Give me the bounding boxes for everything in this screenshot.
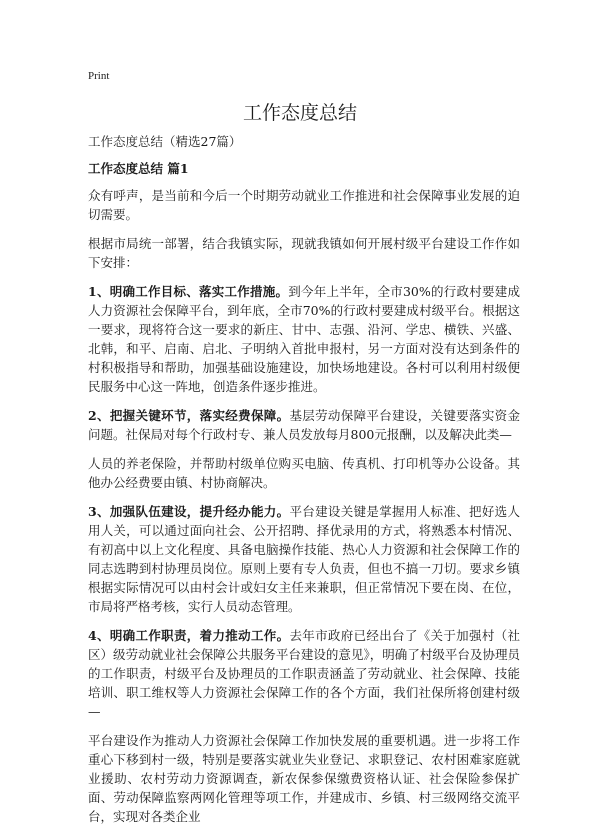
paragraph <box>88 626 520 721</box>
paragraph-text: 众有呼声，是当前和今后一个时期劳动就业工作推进和社会保障事业发展的迫切需要。 <box>88 188 520 222</box>
paragraph <box>88 454 520 492</box>
paragraph <box>88 186 520 224</box>
paragraph-text: 平台建设关键是掌握用人标准、把好选人用人关，可以通过面向社会、公开招聘、择优录用的方式，将熟悉本村情况、有初高中以上文化程度、具备电脑操作技能、热心人力资源和社会保障工作的同志选聘到村协理员岗位。原则上要有专人负责，但也不搞一刀切。要求乡镇根据实际情况可以由村会计或妇女主任来兼职，但正常情况下要在岗、在位，市局将严格考核，实行人员动态管理。 <box>88 504 520 614</box>
paragraph <box>88 406 520 444</box>
paragraph <box>88 731 520 826</box>
paragraph-text: 到今年上半年，全市30%的行政村要建成人力资源社会保障平台，到年底，全市70%的行政村要建成村级平台。根据这一要求，现将符合这一要求的新庄、甘中、志强、沿河、学忠、横铁、兴盛、北韩，和平、启南、启北、子明纳入首批申报村，另一方面对没有达到条件的村积极指导和帮助，加强基础设施建设，加快场地建设。各村可以利用村级便民服务中心这一阵地，创造条件逐步推进。 <box>88 284 520 394</box>
paragraph-lead: 1、明确工作目标、落实工作措施。 <box>88 284 289 299</box>
paragraph-text: 根据市局统一部署，结合我镇实际，现就我镇如何开展村级平台建设工作作如下安排： <box>88 236 520 270</box>
paragraph-text: 去年市政府已经出台了《关于加强村（社区）级劳动就业社会保障公共服务平台建设的意见》，明确了村级平台及协理员的工作职责，村级平台及协理员的工作职责涵盖了劳动就业、社会保障、技能培训、职工维权等人力资源社会保障工作的各个方面，我们社保所将创建村级— <box>88 628 520 719</box>
paragraph <box>88 502 520 616</box>
document-subtitle: 工作态度总结（精选27篇） <box>88 134 242 149</box>
paragraph <box>88 234 520 272</box>
page-title: 工作态度总结 <box>242 102 357 124</box>
paragraph-lead: 3、加强队伍建设，提升经办能力。 <box>88 504 290 519</box>
paragraph-text: 平台建设作为推动人力资源社会保障工作加快发展的重要机遇。进一步将工作重心下移到村一级，特别是要落实就业失业登记、求职登记、农村困难家庭就业援助、农村劳动力资源调查，新农保参保缴费资格认证、社会保险参保扩面、劳动保障监察两网化管理等项工作，并建成市、乡镇、村三级网络交流平台，实现对各类企业 <box>88 733 520 824</box>
paragraph-lead: 4、明确工作职责，着力推动工作。 <box>88 628 290 643</box>
print-link[interactable]: Print <box>88 70 110 82</box>
paragraph-text: 人员的养老保险，并帮助村级单位购买电脑、传真机、打印机等办公设备。其他办公经费要由镇、村协商解决。 <box>88 456 520 490</box>
document-body <box>88 132 520 836</box>
paragraph <box>88 282 520 396</box>
paragraph-text: 基层劳动保障平台建设，关键要落实资金问题。社保局对每个行政村专、兼人员发放每月800元报酬，以及解决此类— <box>88 408 520 442</box>
paragraph-lead: 2、把握关键环节，落实经费保障。 <box>88 408 290 423</box>
section-heading: 工作态度总结 篇1 <box>88 161 189 176</box>
